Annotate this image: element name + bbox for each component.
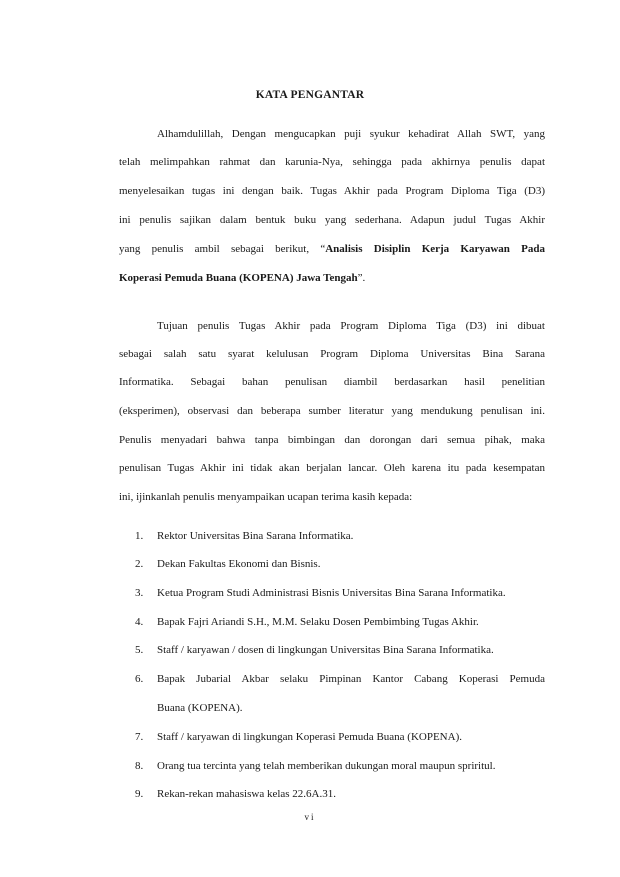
list-item-text: Bapak Fajri Ariandi S.H., M.M. Selaku Dosen Pembimbing Tugas Akhir.: [157, 616, 479, 628]
list-item-text: Dekan Fakultas Ekonomi dan Bisnis.: [157, 558, 321, 570]
paragraph-line: Tujuan penulis Tugas Akhir pada Program Diploma Tiga (D3) ini dibuat: [157, 320, 545, 332]
paragraph-line: sebagai salah satu syarat kelulusan Program Diploma Universitas Bina Sarana: [119, 348, 545, 360]
list-item-text: Staff / karyawan di lingkungan Koperasi Pemuda Buana (KOPENA).: [157, 731, 462, 743]
paragraph-line: Penulis menyadari bahwa tanpa bimbingan dan dorongan dari semua pihak, maka: [119, 434, 545, 446]
paragraph-line: penulisan Tugas Akhir ini tidak akan berjalan lancar. Oleh karena itu pada kesempatan: [119, 462, 545, 474]
paragraph-text: yang penulis ambil sebagai berikut, “: [119, 243, 326, 255]
list-item-number: 4.: [135, 616, 144, 628]
paragraph-line: Informatika. Sebagai bahan penulisan diambil berdasarkan hasil penelitian: [119, 376, 545, 388]
paragraph-line-with-title: [119, 241, 545, 257]
thesis-title-part2: Koperasi Pemuda Buana (KOPENA) Jawa Tengah: [119, 272, 358, 284]
list-item-text: Rekan-rekan mahasiswa kelas 22.6A.31.: [157, 788, 337, 800]
page-title: KATA PENGANTAR: [255, 89, 365, 101]
list-item-number: 5.: [135, 644, 144, 656]
thesis-title-part1: Analisis Disiplin Kerja Karyawan Pada: [325, 243, 546, 255]
list-item-number: 1.: [135, 530, 144, 542]
paragraph-line-with-title: [119, 270, 545, 286]
list-item-number: 7.: [135, 731, 144, 743]
list-item-text: Staff / karyawan / dosen di lingkungan Universitas Bina Sarana Informatika.: [157, 644, 494, 656]
list-item-number: 9.: [135, 788, 144, 800]
paragraph-line: Alhamdulillah, Dengan mengucapkan puji syukur kehadirat Allah SWT, yang: [157, 128, 545, 140]
paragraph-text: ”.: [357, 272, 366, 284]
paragraph-line: ini, ijinkanlah penulis menyampaikan ucapan terima kasih kepada:: [119, 491, 413, 503]
list-item-text-continued: Buana (KOPENA).: [157, 702, 243, 714]
list-item-text: Bapak Jubarial Akbar selaku Pimpinan Kantor Cabang Koperasi Pemuda: [157, 673, 545, 685]
page-number: vi: [304, 812, 316, 822]
paragraph-line: menyelesaikan tugas ini dengan baik. Tugas Akhir pada Program Diploma Tiga (D3): [119, 185, 545, 197]
list-item-number: 8.: [135, 760, 144, 772]
paragraph-line: (eksperimen), observasi dan beberapa sumber literatur yang mendukung penulisan ini.: [119, 405, 545, 417]
paragraph-line: ini penulis sajikan dalam bentuk buku yang sederhana. Adapun judul Tugas Akhir: [119, 214, 545, 226]
list-item-number: 3.: [135, 587, 144, 599]
paragraph-line: telah melimpahkan rahmat dan karunia-Nya, sehingga pada akhirnya penulis dapat: [119, 156, 545, 168]
list-item-number: 6.: [135, 673, 144, 685]
list-item-number: 2.: [135, 558, 144, 570]
list-item-text: Ketua Program Studi Administrasi Bisnis Universitas Bina Sarana Informatika.: [157, 587, 506, 599]
list-item-text: Rektor Universitas Bina Sarana Informatika.: [157, 530, 354, 542]
list-item-text: Orang tua tercinta yang telah memberikan dukungan moral maupun spriritul.: [157, 760, 496, 772]
